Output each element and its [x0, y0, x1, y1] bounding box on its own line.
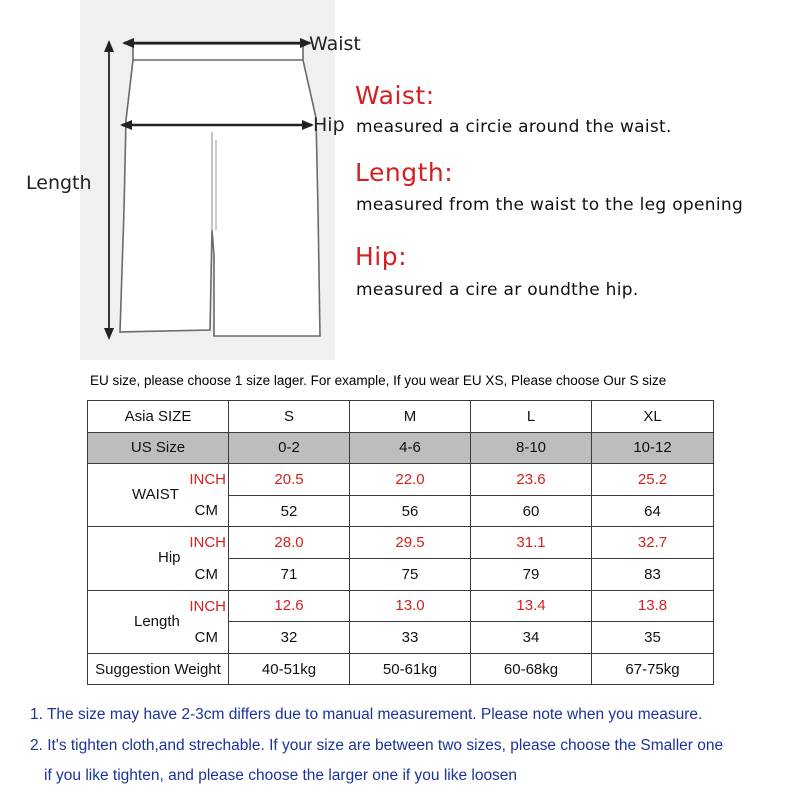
- table-cell: 13.0: [350, 590, 471, 622]
- table-cell: 35: [592, 622, 714, 654]
- hip-label: Hip: [313, 114, 345, 136]
- hip-description: measured a cire ar oundthe hip.: [356, 280, 639, 300]
- size-m-header: M: [350, 401, 471, 433]
- table-cell: 29.5: [350, 527, 471, 559]
- note-2-text: It's tighten cloth,and strechable. If your size are between two sizes, please choose the Smaller one: [47, 737, 724, 754]
- table-cell: 67-75kg: [592, 653, 714, 685]
- waist-label: Waist: [309, 33, 361, 55]
- note-2-number: 2.: [30, 737, 43, 754]
- waist-description: measured a circie around the waist.: [356, 117, 672, 137]
- size-table: [87, 400, 714, 685]
- table-cell: 13.8: [592, 590, 714, 622]
- length-inch-row: [88, 590, 714, 622]
- table-cell: 50-61kg: [350, 653, 471, 685]
- us-size-label: US Size: [88, 432, 229, 464]
- hip-heading: Hip:: [355, 242, 408, 271]
- hip-group-cell: [88, 527, 229, 567]
- shorts-outline: [120, 44, 320, 336]
- length-description: measured from the waist to the leg opening: [356, 195, 744, 215]
- table-cell: 64: [592, 495, 714, 527]
- size-s-header: S: [229, 401, 350, 433]
- note-1-number: 1.: [30, 706, 43, 723]
- length-group-label: Length: [134, 612, 180, 630]
- cm-unit-label: CM: [194, 502, 218, 520]
- note-1: [30, 706, 702, 724]
- hip-cm-row: [88, 558, 714, 590]
- table-cell: 20.5: [229, 464, 350, 496]
- size-xl-header: XL: [592, 401, 714, 433]
- cm-unit-label: CM: [194, 628, 218, 646]
- table-cell: 32.7: [592, 527, 714, 559]
- suggestion-weight-row: [88, 653, 714, 685]
- asia-size-header: Asia SIZE: [88, 401, 229, 433]
- waist-inch-row: [88, 464, 714, 496]
- length-group-cell: [88, 590, 229, 630]
- table-cell: 23.6: [471, 464, 592, 496]
- inch-unit-label: INCH: [189, 534, 226, 552]
- table-cell: 75: [350, 558, 471, 590]
- table-cell: 60-68kg: [471, 653, 592, 685]
- table-cell: 0-2: [229, 432, 350, 464]
- note-2-continued: if you like tighten, and please choose the larger one if you like loosen: [44, 767, 518, 784]
- note-1-text: The size may have 2-3cm differs due to manual measurement. Please note when you measure.: [46, 706, 703, 723]
- waist-heading: Waist:: [355, 81, 435, 110]
- table-cell: 12.6: [229, 590, 350, 622]
- suggestion-weight-label: Suggestion Weight: [88, 653, 229, 685]
- table-cell: 83: [592, 558, 714, 590]
- table-cell: 79: [471, 558, 592, 590]
- length-heading: Length:: [355, 158, 454, 187]
- table-cell: 28.0: [229, 527, 350, 559]
- note-2: [30, 737, 723, 755]
- waist-cm-row: [88, 495, 714, 527]
- table-cell: 10-12: [592, 432, 714, 464]
- waist-group-label: WAIST: [132, 486, 179, 504]
- table-cell: 40-51kg: [229, 653, 350, 685]
- hip-inch-row: [88, 527, 714, 559]
- table-cell: 31.1: [471, 527, 592, 559]
- us-size-row: [88, 432, 714, 464]
- table-cell: 13.4: [471, 590, 592, 622]
- size-l-header: L: [471, 401, 592, 433]
- table-header-row: [88, 401, 714, 433]
- inch-unit-label: INCH: [189, 597, 226, 615]
- length-cm-row: [88, 622, 714, 654]
- table-cell: 71: [229, 558, 350, 590]
- inch-unit-label: INCH: [189, 471, 226, 489]
- table-cell: 22.0: [350, 464, 471, 496]
- table-cell: 56: [350, 495, 471, 527]
- table-cell: 34: [471, 622, 592, 654]
- table-cell: 32: [229, 622, 350, 654]
- table-cell: 60: [471, 495, 592, 527]
- table-cell: 33: [350, 622, 471, 654]
- table-cell: 8-10: [471, 432, 592, 464]
- table-cell: 25.2: [592, 464, 714, 496]
- eu-size-note: EU size, please choose 1 size lager. For example, If you wear EU XS, Please choose Our S size: [90, 373, 667, 388]
- cm-unit-label: CM: [194, 565, 218, 583]
- table-cell: 52: [229, 495, 350, 527]
- waist-group-cell: [88, 464, 229, 504]
- length-label: Length: [26, 172, 92, 194]
- table-cell: 4-6: [350, 432, 471, 464]
- hip-group-label: Hip: [158, 549, 181, 567]
